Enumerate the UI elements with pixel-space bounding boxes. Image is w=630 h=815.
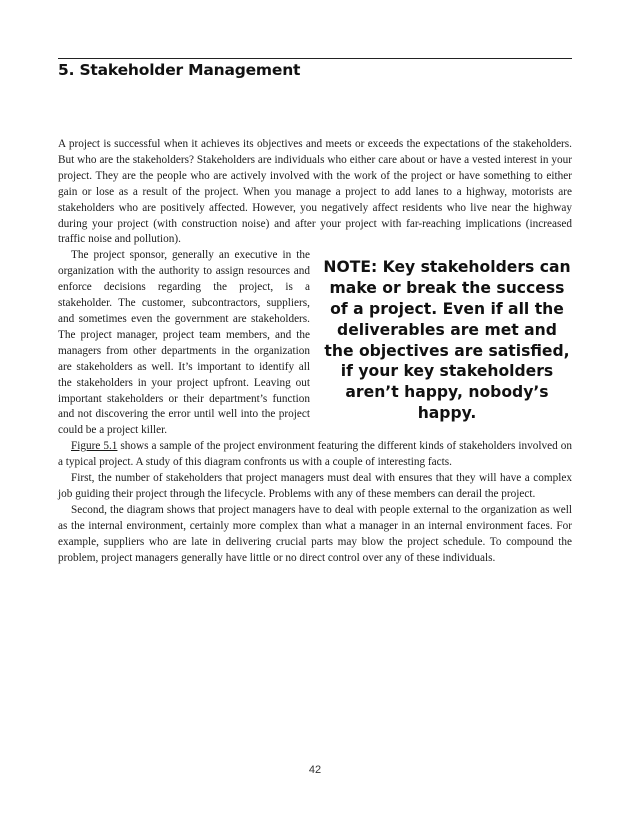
- paragraph-intro: A project is successful when it achieves its objectives and meets or exceeds the expectations of the stakeholders. But who are the stakeholders? Stakeholders are individuals who either care about or have a vested interest in your project. They are the people who are actively involved with the work of the project or have something to either gain or lose as a result of the project. When you manage a project to add lanes to a highway, motorists are stakeholders who are positively affected. However, you negatively affect residents who live near the highway during your project (with construction noise) and after your project with far-reaching implications (increased traffic noise and pollution).: [58, 138, 572, 246]
- page-number: 42: [308, 764, 322, 776]
- chapter-title: 5. Stakeholder Management: [58, 61, 301, 79]
- paragraph-second-fact: Second, the diagram shows that project managers have to deal with people external to the organization as well as the internal environment, certainly more complex than what a manager in an internal environment faces. For example, suppliers who are late in delivering crucial parts may blow the project schedule. To compound the problem, project managers generally have little or no direct control over any of these individuals.: [58, 503, 572, 564]
- figure-reference-text: shows a sample of the project environment featuring the different kinds of stakeholders involved on a typical project. A study of this diagram confronts us with a couple of interesting facts.: [58, 440, 572, 469]
- header-rule: [58, 58, 572, 59]
- figure-5-1-link[interactable]: Figure 5.1: [71, 440, 118, 453]
- note-callout: NOTE: Key stakeholders can make or break the success of a project. Even if all the deliverables are met and the objectives are satisfied, if your key stakeholders aren’t happy, nobody’s happy.: [323, 258, 571, 422]
- paragraph-first-fact: First, the number of stakeholders that project managers must deal with ensures that they will have a complex job guiding their project through the lifecycle. Problems with any of these members can derail the project.: [58, 472, 572, 500]
- body-text: [58, 137, 572, 566]
- paragraph-figure-reference: [58, 439, 572, 471]
- paragraph-sponsor: The project sponsor, generally an executive in the organization with the authority to assign resources and enforce decisions regarding the project, is a stakeholder. The customer, subcontractors, suppliers, and sometimes even the government are stakeholders. The project manager, project team members, and the managers from other departments in the organization are stakeholders as well. It’s important to identify all the stakeholders in your project upfront. Leaving out important stakeholders or their department’s function and not discovering the error until well into the project could be a project killer.: [58, 249, 310, 437]
